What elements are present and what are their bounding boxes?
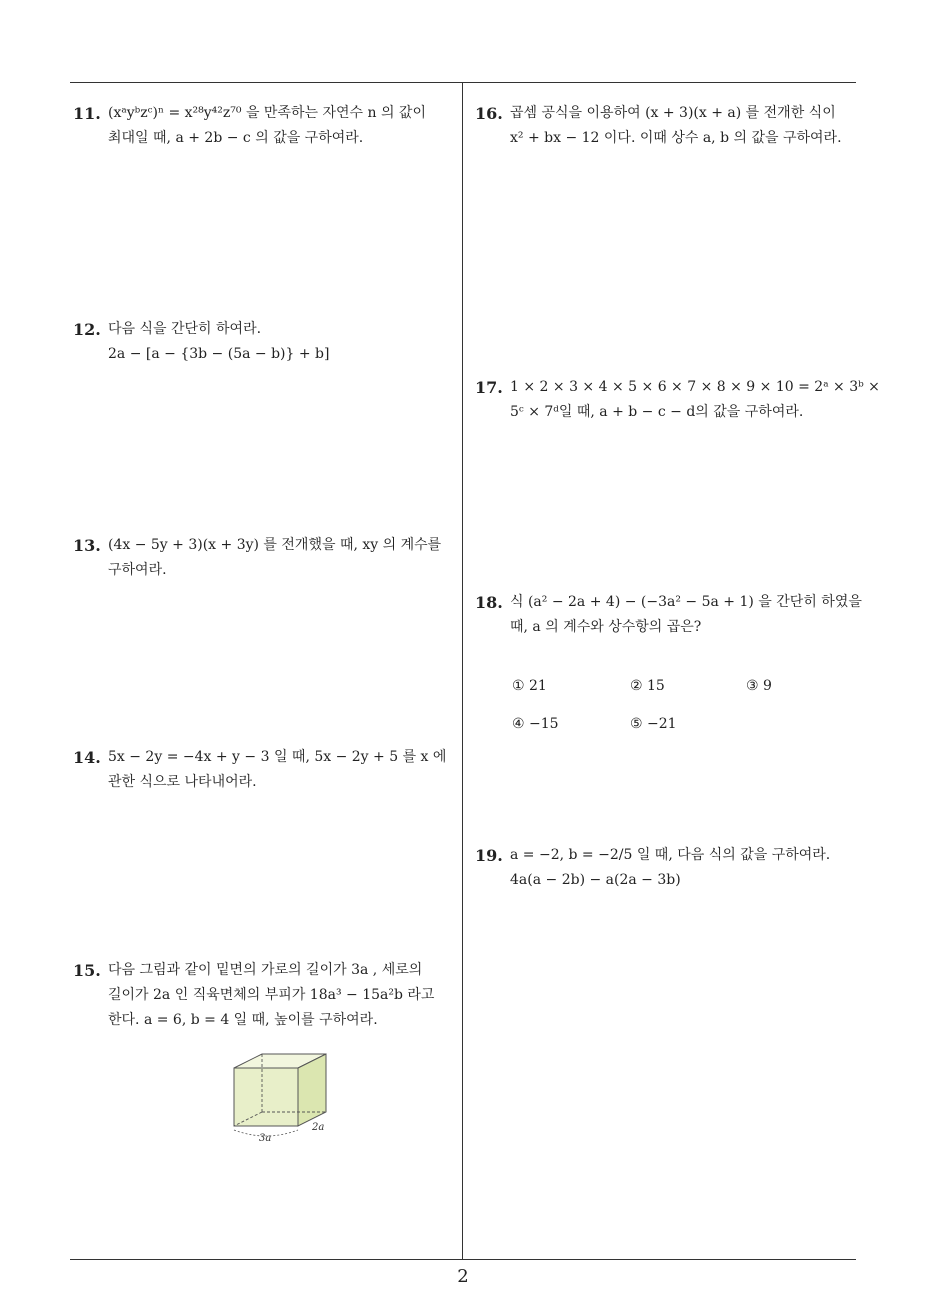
question-number: 13. xyxy=(73,536,101,555)
question-number: 16. xyxy=(475,104,503,123)
width-label: 3a xyxy=(259,1133,272,1144)
question-number: 18. xyxy=(475,593,503,612)
question-number: 15. xyxy=(73,961,101,980)
choice-2[interactable]: ② 15 xyxy=(630,678,665,694)
question-line: 2a − [a − {3b − (5a − b)} + b] xyxy=(108,346,330,362)
question-16 xyxy=(475,101,842,151)
choice-3[interactable]: ③ 9 xyxy=(746,678,772,694)
question-line: 5x − 2y = −4x + y − 3 일 때, 5x − 2y + 5 를 x 에 xyxy=(108,749,447,765)
question-line: 길이가 2a 인 직육면체의 부피가 18a³ − 15a²b 라고 xyxy=(108,987,435,1003)
question-line: 관한 식으로 나타내어라. xyxy=(108,774,257,790)
question-19 xyxy=(475,843,830,893)
question-line: (xᵃyᵇzᶜ)ⁿ = x²⁸y⁴²z⁷⁰ 을 만족하는 자연수 n 의 값이 xyxy=(108,105,426,121)
question-15 xyxy=(73,958,434,1033)
question-number: 14. xyxy=(73,748,101,767)
question-number: 11. xyxy=(73,104,101,123)
depth-label: 2a xyxy=(312,1122,325,1133)
question-18 xyxy=(475,590,862,640)
question-number: 12. xyxy=(73,320,101,339)
question-line: 구하여라. xyxy=(108,562,167,578)
top-rule xyxy=(70,82,856,83)
choice-4[interactable]: ④ −15 xyxy=(512,716,559,732)
question-line: 다음 식을 간단히 하여라. xyxy=(108,321,262,337)
question-line: 식 (a² − 2a + 4) − (−3a² − 5a + 1) 을 간단히 하였을 xyxy=(510,594,862,610)
bottom-rule xyxy=(70,1259,856,1260)
question-line: 다음 그림과 같이 밑면의 가로의 길이가 3a , 세로의 xyxy=(108,962,423,978)
prism-front-face xyxy=(234,1068,298,1126)
question-number: 17. xyxy=(475,378,503,397)
question-line: 5ᶜ × 7ᵈ일 때, a + b − c − d의 값을 구하여라. xyxy=(510,404,804,420)
question-line: 1 × 2 × 3 × 4 × 5 × 6 × 7 × 8 × 9 × 10 = 2ᵃ × 3ᵇ × xyxy=(510,379,880,395)
choice-1[interactable]: ① 21 xyxy=(512,678,547,694)
question-13 xyxy=(73,533,441,583)
question-line: 때, a 의 계수와 상수항의 곱은? xyxy=(510,619,702,635)
choice-5[interactable]: ⑤ −21 xyxy=(630,716,677,732)
question-14 xyxy=(73,745,446,795)
question-12 xyxy=(73,317,329,367)
question-line: 한다. a = 6, b = 4 일 때, 높이를 구하여라. xyxy=(108,1012,378,1028)
page-number: 2 xyxy=(457,1266,469,1287)
column-divider xyxy=(462,82,463,1259)
rectangular-prism-figure xyxy=(228,1050,338,1146)
question-line: a = −2, b = −2/5 일 때, 다음 식의 값을 구하여라. xyxy=(510,847,831,863)
question-17 xyxy=(475,375,880,425)
question-line: 4a(a − 2b) − a(2a − 3b) xyxy=(510,872,681,888)
question-11 xyxy=(73,101,426,151)
question-line: 곱셈 공식을 이용하여 (x + 3)(x + a) 를 전개한 식이 xyxy=(510,105,836,121)
question-number: 19. xyxy=(475,846,503,865)
question-line: (4x − 5y + 3)(x + 3y) 를 전개했을 때, xy 의 계수를 xyxy=(108,537,442,553)
question-line: 최대일 때, a + 2b − c 의 값을 구하여라. xyxy=(108,130,364,146)
question-line: x² + bx − 12 이다. 이때 상수 a, b 의 값을 구하여라. xyxy=(510,130,842,146)
